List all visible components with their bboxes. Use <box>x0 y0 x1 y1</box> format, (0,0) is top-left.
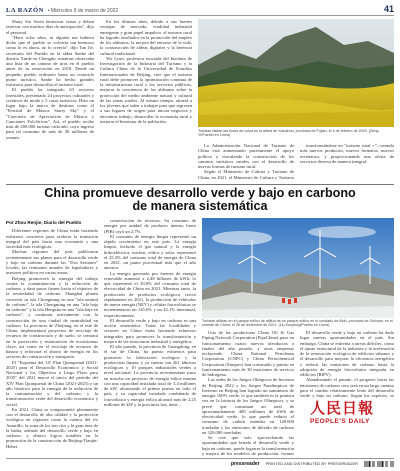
paragraph: Se cree que solo aprovechando las oportunidades que brinda el desarrollo verde y bajo en carbono, puede lograrse la transformación y mejora de los modelos de producción, formas <box>202 435 294 456</box>
paragraph: transformándose en "turismo rural +", creando más nuevos productos, nuevos formatos, nuevos escenarios, y proporcionando una oferta de servicios diversa de manera integral. <box>300 143 394 164</box>
top-article-column-4 <box>300 143 394 181</box>
paragraph: "Hace ocho años, ni alguien me hubiera dicho que el pueblo se volvería tan hermoso como lo es ahora, no lo creería", dijo Tan Jie, secretario del Partido en la aldea Sanhe del distrito Xinde en Chengdu, mientras observaba una lista de un camino de tiras en el pueblo antes de su renovación en 2018. Desde un pequeño pueblo ordinario hasta un conocido punto turístico, Sanhe ha hecho grandes esfuerzos para desarrollar el turismo rural. <box>6 34 94 87</box>
paragraph: Muchas regiones del país publicaron recientemente sus planes para el desarrollo verde y bajo en carbono durante las "Dos Sesiones" locales, las reuniones anuales de legisladores y asesores políticos en varias zonas. <box>6 249 98 276</box>
top-article-column-2 <box>100 19 192 181</box>
paragraph: Diferentes regiones de China están haciendo esfuerzos concretos para acelerar la transición integral del país hacia una economía y una sociedad más ecológicas. <box>6 228 98 249</box>
article-byline: Por Zhou Renjie, Diario del Pueblo <box>6 220 82 225</box>
paragraph: Shary Siu Seren hermosas vistas y deben reservar con muchos días de anticipación", dijo el personal. <box>6 19 94 35</box>
peoples-daily-logo <box>310 400 392 450</box>
paragraph: La Administración Nacional de Turismo de China está aumentando pasivamente el apoyo político y vinculando la construcción de los caminos turísticos rurales con el desarrollo de nuevas formas de turismo rural. <box>198 143 294 169</box>
wind-farm-photo <box>202 218 394 318</box>
paragraph: En 2021, China se comprometió plenamente con el desarrollo de alta calidad y la protección ecológica en regiones como la cuenca del río Amarillo, la zona de los tres ríos y la gran área de la bahía, además del desarrollo verde y bajo en carbono, y obtuvo logros notables en la promoción de la construcción de Beijing-Tianjin-Hebei. <box>6 406 98 449</box>
paragraph: El desarrollo verde y bajo en carbono es una acción sistemática. Todas las localidades y sectores en China están haciendo esfuerzos integrados para promover la transformación y mejora de las estructuras industrial y energética. <box>104 317 196 344</box>
page-number: 41 <box>383 4 394 14</box>
wind-turbines-image <box>202 218 394 318</box>
paragraph: Una de las productoras China Oil & Gas Piping Network Corporation (PipeChina) puso en funcionamiento cuatro nuevos oleoductos a finales del año pasado, y otras empresas incluyendo China National Petroleum Corporation (CNPC) y China Petrochemical Corporation (Sinopec) han construido y puesto en funcionamiento más de 30 estaciones de servicio de hidrógeno. <box>202 330 294 377</box>
logo-chinese-text: 人民日報 <box>310 399 375 417</box>
headline-line-1: China promueve desarrollo verde y bajo en carbono <box>44 186 356 200</box>
article-headline <box>6 187 394 214</box>
issue-date: • Miércoles 9 de marzo de 2022 <box>47 8 119 14</box>
paragraph: El año pasado, la provincia de Guangdong, en el sur de China, ha puesto esfuerzos para promover la fabricación ecológica y la producción limpia, y ya cuenta con 261 fábricas ecológicas y 10 parques industriales verdes a nivel nacional. La provincia recientemente puso en marcha un proyecto de energía eólica marina con una capacidad instalada total de 3,4 millones de kW, alcanzando el primer puesto en todo el país, y su capacidad instalada combinada de fotovoltaica y energía eólica alcanzó más de 2,25 millones de kW y la provincia hoy tiene... <box>104 344 196 407</box>
pressreader-notice: PRINTED AND DISTRIBUTED BY PRESSREADER <box>265 461 358 466</box>
paragraph: Las sedes de los Juegos Olímpicos de Invierno de Beijing 2022 y los Juegos Paralímpicos de Invierno en Beijing han logrado un suministro de energía 100% verde, lo que también es la primera vez en la historia de los Juegos Olímpicos, y se prevé que consuman un total de aproximadamente 400 millones de kWh de electricidad verde, lo que puede reducir el consumo de carbón estándar en 128.000 toneladas y las emisiones de dióxido de carbono en 320.000 toneladas. <box>202 377 294 435</box>
paragraph: Abandonando el pasado, el progreso hacia las emisiones de carbono cero será en un largo camino para el cambio relativamente lento del desarrollo verde y bajo en carbono. Según los expertos, se <box>300 377 394 398</box>
top-photo-caption: Turistas visitan las flores de colza en la aldea de Xiaozhou, provincia de Fujian, el 4 de febrero de 2020. (Zeng Yi/Pueblo en Línea) <box>198 129 379 138</box>
wind-farm-caption: Turistas utilizan en el parque eólico de altitud de un parque eólico en el condado de Aldo, provincia de Sichuan, en el sureste de China, el 26 de diciembre de 2021. (Liu Kunpeng/Pueblo en Línea) <box>202 319 393 328</box>
masthead <box>6 7 118 14</box>
paragraph: La energía generada por fuentes de energía renovable aumentó a 2,48 billones de kWh, lo que representó el 29,8% del consumo total de electricidad de China en 2021. Mientras tanto, la producción de productos ecológicos creció rápidamente en 2021, la producción de vehículos de nueva energía (NEV) y células fotovoltaicas se incrementaron un 145,6% y un 42,1% interanual, respectivamente. <box>104 270 196 318</box>
paragraph: En los últimos años, debido a sus fuertes ventajas de mercado, vitalidad industrial emergente y gran papel impulsor, el turismo rural ha logrado resultados en la promoción del empleo de los aldeanos, la mejora del entorno de la vida, la construcción de aldeas digitales y la herencia cultural tradicional. <box>100 19 192 56</box>
newspaper-brand: LA RAZÓN <box>6 7 44 14</box>
paragraph: Beijing promoverá la sinergia del trabajo contra la contaminación y la reducción de carbono, y dará pasos firmes hacia el objetivo de la neutralidad de carbono. Shanghai planea convertir su isla Chongming en una "isla neutral de carbono", la isla Chongming en una "isla baja en carbono" y la isla Hengsha en una "isla baja en carbono", y continuar activamente con la construcción de una ciudad de neutralidad en carbono. La provincia de Zhejiang, en el este de China, implementará proyectos de reciclaje de recursos de construcción y de suelo, se centrará en la protección y restauración de ecosistemas clave, así como en el reciclaje de recursos de basura y reforzará el ahorro de energía en los sectores de construcción y transporte. <box>6 275 98 360</box>
paragraph: Según el Ministerio de Cultura y Turismo de China, en 2021, el Ministerio de Cultura y Turismo <box>198 169 294 180</box>
paragraph: El "Esquema del 14° Plan Quinquenal (2021-2025) para el Desarrollo Económico y Social Nacional y los Objetivos a Largo Plazo para 2035" del 2021 marcó el inicio del período del XIV Plan Quinquenal de China (2021-2025) y un año histórico para la sinergia de la reducción de la contaminación y del carbono, y la transformación verde del desarrollo económico y social. <box>6 359 98 407</box>
landscape-image <box>198 19 394 127</box>
barcode-icon <box>364 461 394 467</box>
top-article-column-1 <box>6 19 94 181</box>
paragraph: El pueblo ha integrado 63 recursos forestales, presentado 24 proyectos culturales y creativos de moda y 5 casas turísticas. Hizo un lugar bajo la marca de destinos como el "Festival de Música Starry Sky" y el "Concierto de Apreciación de Música y Canciones Folclóricas". Así, el pueblo recibe más de 200.000 turistas cada año, cuyo ingreso para tal consumo de más de 30 millones de yuanes. <box>6 87 94 140</box>
paragraph: El consumo de energía limpia representó un rápido crecimiento en este país. La energía limpia, incluido el gas natural y la energía hidroeléctrica, nuclear, eólica y solar, representó el 25,3% del consumo total de energía de China en 2021, un punto porcentual más que el año anterior. <box>104 233 196 271</box>
rapeseed-field-photo <box>198 19 394 127</box>
article-column-1 <box>6 218 98 456</box>
paragraph: conservación de recursos. Su consumo de energía por unidad de producto interno bruto (PIB) cayó un 2,7%. <box>104 218 196 234</box>
page-header <box>6 4 394 16</box>
headline-line-2: de manera sistemática <box>132 199 268 214</box>
article-column-2 <box>104 218 196 456</box>
article-column-3 <box>202 330 294 456</box>
pressreader-brand: pressreader <box>230 460 260 467</box>
article-column-4 <box>300 330 394 398</box>
paragraph: Wu Lyun, profesora asociada del Instituto de Investigación de la Industria del Turismo y la Cultura China de la Universidad de Estudios Internacionales de Beijing, cree que el turismo rural debe promover la optimización continua de la infraestructura rural y los servicios públicos, mejorar la conciencia de los aldeanos sobre la protección del medio ambiente natural y cultural de las zonas rurales. Al mismo tiempo, atraerá a los jóvenes que salen a trabajar para que regresen a sus lugares de origen para iniciar negocios y encontrar trabajo, desarrollar la economía rural y mejorar el bienestar de la población. <box>100 55 192 124</box>
top-article-column-3 <box>198 143 294 181</box>
paragraph: El desarrollo verde y bajo en carbono ha dado lugar nuevas oportunidades en el país. Sin embargo, China se enfrenta a tareas difíciles, como el ajuste estructural de la industria y la aceleración de la renovación ecológica de edificios urbanos y el desarrollo para mejorar la eficiencia energética y reducir las emisiones de carbono hasta la adopción de energía fotovoltaica integrada en edificios (BIPV). <box>300 330 394 377</box>
section-divider <box>6 184 394 185</box>
logo-english-text: PEOPLE'S DAILY <box>310 418 370 425</box>
page-footer <box>6 458 394 468</box>
